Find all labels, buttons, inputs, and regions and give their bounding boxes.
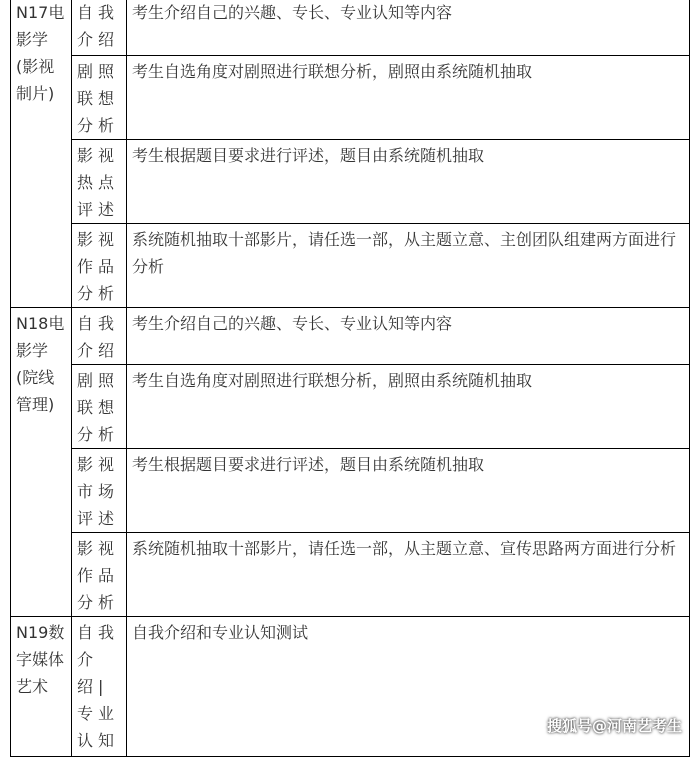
item-description: 自我介绍和专业认知测试 xyxy=(132,623,309,642)
table-row xyxy=(11,533,690,617)
table-row xyxy=(11,140,690,224)
item-name: 影视市场评述 xyxy=(77,455,120,528)
desc-cell xyxy=(127,56,690,140)
watermark: 搜狐号@河南艺考生 xyxy=(546,717,682,735)
table-row xyxy=(11,56,690,140)
desc-cell xyxy=(127,533,690,617)
item-name: 影视作品分析 xyxy=(77,539,120,612)
item-name: 自我介绍 xyxy=(77,314,120,360)
major-cell-n18 xyxy=(11,308,72,617)
item-cell xyxy=(72,140,127,224)
item-cell xyxy=(72,224,127,308)
desc-cell xyxy=(127,224,690,308)
item-name: 影视热点评述 xyxy=(77,146,120,219)
item-cell xyxy=(72,365,127,449)
major-name: N18电影学(院线管理) xyxy=(16,314,65,414)
item-cell xyxy=(72,56,127,140)
item-name: 剧照联想分析 xyxy=(77,62,120,135)
item-name: 影视作品分析 xyxy=(77,230,120,303)
item-description: 考生介绍自己的兴趣、专长、专业认知等内容 xyxy=(132,314,453,333)
item-description: 考生介绍自己的兴趣、专长、专业认知等内容 xyxy=(132,3,453,22)
item-cell xyxy=(72,308,127,365)
table-row xyxy=(11,224,690,308)
table-row xyxy=(11,0,690,56)
desc-cell xyxy=(127,0,690,56)
item-description: 系统随机抽取十部影片，请任选一部，从主题立意、宣传思路两方面进行分析 xyxy=(132,539,677,558)
item-cell xyxy=(72,0,127,56)
item-name: 剧照联想分析 xyxy=(77,371,120,444)
desc-cell xyxy=(127,308,690,365)
item-description: 考生自选角度对剧照进行联想分析，剧照由系统随机抽取 xyxy=(132,371,533,390)
item-description: 系统随机抽取十部影片，请任选一部，从主题立意、主创团队组建两方面进行分析 xyxy=(132,230,677,276)
desc-cell xyxy=(127,365,690,449)
desc-cell xyxy=(127,449,690,533)
item-description: 考生根据题目要求进行评述，题目由系统随机抽取 xyxy=(132,455,485,474)
item-cell xyxy=(72,533,127,617)
item-description: 考生自选角度对剧照进行联想分析，剧照由系统随机抽取 xyxy=(132,62,533,81)
item-name: 自我介绍|专业认知 xyxy=(77,623,120,750)
item-cell xyxy=(72,617,127,757)
desc-cell xyxy=(127,140,690,224)
item-name: 自我介绍 xyxy=(77,3,120,49)
major-name: N17电影学(影视制片) xyxy=(16,3,65,103)
table-row xyxy=(11,449,690,533)
table-row xyxy=(11,308,690,365)
major-name: N19数字媒体艺术 xyxy=(16,623,65,696)
item-description: 考生根据题目要求进行评述，题目由系统随机抽取 xyxy=(132,146,485,165)
major-cell-n19 xyxy=(11,617,72,757)
major-cell-n17 xyxy=(11,0,72,308)
table-row xyxy=(11,365,690,449)
item-cell xyxy=(72,449,127,533)
exam-content-table xyxy=(10,0,690,757)
